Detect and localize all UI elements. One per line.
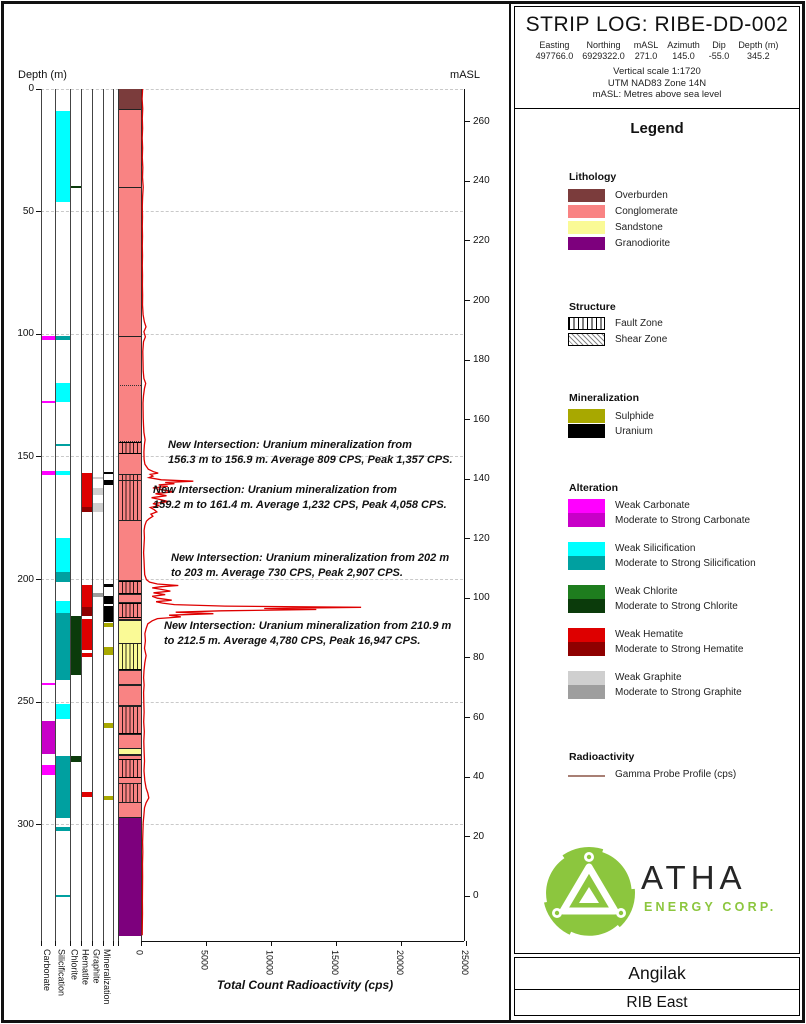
- metadata-value: 345.2: [747, 51, 770, 61]
- silicification-interval: [56, 336, 70, 340]
- fault-zone-swatch: [568, 317, 605, 330]
- masl-tick-label: 180: [473, 354, 490, 366]
- cps-tick-label: 20000: [394, 950, 405, 976]
- alteration-strong-label: Moderate to Strong Graphite: [615, 687, 742, 698]
- column-label-silicification: Silicification: [56, 949, 67, 997]
- sandstone-swatch: [568, 221, 605, 234]
- cps-tick: [336, 941, 337, 946]
- silicification-interval: [56, 572, 70, 582]
- alteration-strong-swatch: [568, 513, 605, 527]
- fault-zone: [118, 581, 141, 594]
- alteration-strong-label: Moderate to Strong Hematite: [615, 644, 744, 655]
- alteration-weak-swatch: [568, 499, 605, 513]
- lithology-boundary: [118, 520, 141, 521]
- masl-tick-label: 20: [473, 830, 485, 842]
- lithology-boundary: [118, 748, 141, 749]
- lithology-boundary: [118, 602, 141, 603]
- cps-tick-label: 10000: [264, 950, 275, 976]
- mineralization-interval-sulphide: [104, 623, 113, 627]
- depth-tick-label: 200: [17, 573, 34, 585]
- annotation-line: 156.3 m to 156.9 m. Average 809 CPS, Peak 1,357 CPS.: [168, 453, 453, 466]
- alteration-weak-label: Weak Graphite: [615, 672, 682, 683]
- masl-tick-label: 160: [473, 413, 490, 425]
- masl-tick-label: 240: [473, 175, 490, 187]
- fault-zone: [118, 474, 141, 521]
- gamma-line-label: Gamma Probe Profile (cps): [615, 769, 737, 780]
- lithology-frame-line: [118, 89, 119, 941]
- column-label-mineralization: Mineralization: [102, 949, 112, 1005]
- depth-tick-label: 250: [17, 696, 34, 708]
- lithology-boundary: [118, 619, 141, 620]
- overburden-swatch: [568, 189, 605, 202]
- fault-zone: [118, 442, 141, 454]
- lithology-boundary: [118, 580, 141, 581]
- masl-tick-label: 220: [473, 234, 490, 246]
- scale-notes: [515, 66, 799, 101]
- intersection-annotation-3: [171, 551, 493, 580]
- alteration-weak-swatch: [568, 585, 605, 599]
- alteration-strong-label: Moderate to Strong Chlorite: [615, 601, 738, 612]
- alteration-strong-swatch: [568, 599, 605, 613]
- gamma-probe-curve: [140, 85, 470, 945]
- shear-zone-label: Shear Zone: [615, 334, 668, 345]
- metadata-value: 6929322.0: [582, 51, 625, 61]
- lithology-boundary: [118, 109, 141, 110]
- mineralization-interval-uranium: [104, 596, 113, 603]
- sulphide-label: Sulphide: [615, 411, 654, 422]
- graphite-interval: [93, 593, 103, 597]
- column-bottom-tick: [55, 941, 56, 946]
- legend-lithology-header: Lithology: [569, 171, 617, 183]
- granodiorite-swatch: [568, 237, 605, 250]
- column-label-hematite: Hematite: [80, 949, 91, 986]
- column-label-chlorite: Chlorite: [69, 949, 80, 981]
- legend-radioactivity-header: Radioactivity: [569, 751, 635, 763]
- mineralization-interval-uranium: [104, 606, 113, 622]
- intersection-annotation-1: [168, 438, 490, 467]
- depth-tick-label: 300: [17, 818, 34, 830]
- masl-tick-label: 260: [473, 115, 490, 127]
- mineralization-interval-uranium: [104, 584, 113, 587]
- alteration-weak-label: Weak Chlorite: [615, 586, 678, 597]
- mineralization-interval-uranium: [104, 480, 113, 485]
- metadata-value: 497766.0: [535, 51, 574, 61]
- metadata-label: mASL: [633, 40, 659, 50]
- silicification-interval: [56, 444, 70, 446]
- column-line: [113, 89, 114, 941]
- carbonate-interval: [42, 683, 55, 685]
- metadata-field: [634, 40, 659, 62]
- chlorite-interval: [71, 756, 81, 762]
- metadata-field: [536, 40, 574, 62]
- mineralization-interval-sulphide: [104, 796, 113, 800]
- uranium-swatch: [568, 424, 605, 438]
- fault-zone: [118, 706, 141, 734]
- cps-tick: [466, 941, 467, 946]
- column-line: [81, 89, 82, 941]
- annotation-line: New Intersection: Uranium mineralization from: [168, 439, 412, 451]
- graphite-interval: [93, 488, 103, 495]
- alteration-weak-label: Weak Carbonate: [615, 500, 690, 511]
- depth-tick-label: 150: [17, 450, 34, 462]
- note-datum: UTM NAD83 Zone 14N: [607, 77, 707, 89]
- masl-axis-title: mASL: [450, 69, 480, 81]
- sandstone-label: Sandstone: [615, 222, 663, 233]
- conglomerate-label: Conglomerate: [615, 206, 678, 217]
- alteration-strong-swatch: [568, 685, 605, 699]
- column-line: [41, 89, 42, 941]
- alteration-strong-label: Moderate to Strong Carbonate: [615, 515, 751, 526]
- lithology-boundary: [118, 670, 141, 671]
- column-bottom-tick: [92, 941, 93, 946]
- annotation-line: to 212.5 m. Average 4,780 CPS, Peak 16,947 CPS.: [164, 634, 421, 647]
- hematite-interval: [82, 792, 92, 797]
- column-bottom-tick: [103, 941, 104, 946]
- fault-zone: [118, 603, 141, 618]
- metadata-field: [667, 40, 700, 62]
- alteration-strong-label: Moderate to Strong Silicification: [615, 558, 756, 569]
- carbonate-interval: [42, 721, 55, 753]
- lithology-boundary: [118, 187, 141, 188]
- column-line: [92, 89, 93, 941]
- alteration-strong-swatch: [568, 556, 605, 570]
- chlorite-interval: [71, 186, 81, 188]
- logo-subtitle: ENERGY CORP.: [644, 900, 777, 914]
- hole-metadata: [515, 40, 799, 62]
- silicification-interval: [56, 538, 70, 572]
- lithology-boundary: [118, 802, 141, 803]
- metadata-value: 271.0: [634, 51, 658, 61]
- lithology-boundary: [118, 705, 141, 706]
- silicification-interval: [56, 383, 70, 402]
- silicification-interval: [56, 827, 70, 831]
- alteration-weak-label: Weak Hematite: [615, 629, 684, 640]
- uranium-label: Uranium: [615, 426, 653, 437]
- sulphide-swatch: [568, 409, 605, 423]
- carbonate-interval: [42, 336, 55, 340]
- cps-tick: [206, 941, 207, 946]
- depth-axis-title: Depth (m): [18, 69, 67, 81]
- legend-structure-header: Structure: [569, 301, 616, 313]
- hematite-interval: [82, 653, 92, 657]
- lithology-overburden: [118, 89, 141, 110]
- metadata-label: Northing: [586, 40, 621, 50]
- shear-zone-swatch: [568, 333, 605, 346]
- column-line: [70, 89, 71, 941]
- project-box: [514, 957, 800, 1016]
- masl-tick-label: 140: [473, 473, 490, 485]
- mineralization-interval-uranium: [104, 472, 113, 474]
- masl-tick-label: 40: [473, 771, 485, 783]
- project-area: RIB East: [626, 994, 688, 1011]
- lithology-boundary-dotted: [118, 441, 141, 442]
- column-bottom-tick: [118, 941, 119, 946]
- silicification-interval: [56, 756, 70, 818]
- cps-tick: [271, 941, 272, 946]
- mineralization-interval-sulphide: [104, 647, 113, 655]
- legend-title: Legend: [630, 120, 684, 137]
- legend-mineralization-header: Mineralization: [569, 392, 640, 404]
- metadata-value: 145.0: [672, 51, 695, 61]
- lithology-boundary: [118, 734, 141, 735]
- annotation-line: New Intersection: Uranium mineralization from 202 m: [171, 552, 450, 564]
- column-bottom-tick: [81, 941, 82, 946]
- silicification-interval: [56, 704, 70, 719]
- carbonate-interval: [42, 471, 55, 474]
- fault-zone-label: Fault Zone: [615, 318, 663, 329]
- intersection-annotation-2: [153, 483, 475, 512]
- lithology-boundary: [118, 474, 141, 475]
- metadata-field: [709, 40, 730, 62]
- page-title: STRIP LOG: RIBE-DD-002: [525, 13, 789, 36]
- metadata-label: Easting: [539, 40, 570, 50]
- masl-tick-label: 0: [473, 890, 479, 902]
- graphite-interval: [93, 503, 103, 512]
- silicification-interval: [56, 895, 70, 897]
- metadata-field: [582, 40, 625, 62]
- intersection-annotation-4: [164, 619, 486, 648]
- alteration-weak-swatch: [568, 542, 605, 556]
- project-name: Angilak: [515, 958, 799, 990]
- cps-tick: [401, 941, 402, 946]
- column-label-carbonate: Carbonate: [42, 949, 52, 992]
- masl-tick-label: 100: [473, 592, 490, 604]
- lithology-boundary: [118, 754, 141, 755]
- cps-tick: [141, 941, 142, 946]
- cps-axis-line: [141, 941, 465, 942]
- annotation-line: 159.2 m to 161.4 m. Average 1,232 CPS, Peak 4,058 CPS.: [153, 498, 447, 511]
- mineralization-interval-sulphide: [104, 723, 113, 728]
- chlorite-interval: [71, 616, 81, 675]
- legend-alteration-header: Alteration: [569, 482, 619, 494]
- alteration-strong-swatch: [568, 642, 605, 656]
- hematite-interval: [82, 607, 92, 616]
- silicification-interval: [56, 111, 70, 202]
- hematite-interval: [82, 473, 92, 507]
- metadata-label: Dip: [712, 40, 726, 50]
- carbonate-interval: [42, 401, 55, 403]
- alteration-weak-swatch: [568, 671, 605, 685]
- column-bottom-tick: [113, 941, 114, 946]
- cps-tick-label: 0: [134, 950, 145, 956]
- masl-tick-label: 60: [473, 711, 485, 723]
- panel-divider: [509, 4, 511, 1020]
- lithology-granodiorite: [118, 818, 141, 936]
- silicification-interval: [56, 601, 70, 613]
- annotation-line: New Intersection: Uranium mineralization from 210.9 m: [164, 620, 452, 632]
- annotation-line: New Intersection: Uranium mineralization from: [153, 484, 397, 496]
- info-panel: [514, 6, 800, 954]
- granodiorite-label: Granodiorite: [615, 238, 671, 249]
- lithology-boundary: [118, 480, 141, 481]
- conglomerate-swatch: [568, 205, 605, 218]
- hematite-interval: [82, 619, 92, 650]
- graphite-interval: [93, 477, 103, 479]
- carbonate-interval: [42, 765, 55, 776]
- lithology-boundary: [118, 684, 141, 685]
- masl-tick-label: 120: [473, 532, 490, 544]
- metadata-label: Depth (m): [738, 40, 779, 50]
- title-divider: [515, 108, 799, 109]
- alteration-weak-swatch: [568, 628, 605, 642]
- gamma-line-swatch: [568, 775, 605, 777]
- metadata-value: -55.0: [708, 51, 730, 61]
- lithology-boundary: [118, 783, 141, 784]
- depth-tick-label: 50: [22, 205, 34, 217]
- column-line: [103, 89, 104, 941]
- fault-zone: [118, 759, 141, 779]
- note-masl: mASL: Metres above sea level: [592, 89, 722, 100]
- masl-tick-label: 80: [473, 651, 485, 663]
- lithology-boundary: [118, 594, 141, 595]
- column-label-graphite: Graphite: [91, 949, 102, 984]
- depth-tick-label: 0: [28, 83, 34, 94]
- cps-tick-label: 15000: [329, 950, 340, 976]
- masl-tick-label: 200: [473, 294, 490, 306]
- lithology-boundary: [118, 643, 141, 644]
- lithology-boundary: [118, 817, 141, 818]
- silicification-interval: [56, 471, 70, 475]
- alteration-weak-label: Weak Silicification: [615, 543, 696, 554]
- depth-tick-label: 100: [17, 328, 34, 340]
- fault-zone: [118, 643, 141, 670]
- hematite-interval: [82, 507, 92, 512]
- logo-wordmark: ATHA: [641, 859, 747, 896]
- lithology-boundary: [118, 336, 141, 337]
- metadata-field: [738, 40, 778, 62]
- cps-axis-title: Total Count Radioactivity (cps): [216, 978, 394, 992]
- hematite-interval: [82, 585, 92, 608]
- cps-tick-label: 25000: [460, 950, 470, 976]
- lithology-boundary-dotted: [118, 385, 141, 386]
- metadata-label: Azimuth: [667, 40, 700, 50]
- column-bottom-tick: [41, 941, 42, 946]
- cps-tick-label: 5000: [199, 950, 210, 971]
- note-scale: Vertical scale 1:1720: [613, 66, 701, 77]
- column-bottom-tick: [70, 941, 71, 946]
- atha-logo-icon: [539, 843, 639, 943]
- annotation-line: to 203 m. Average 730 CPS, Peak 2,907 CPS.: [171, 566, 403, 579]
- silicification-interval: [56, 613, 70, 680]
- overburden-label: Overburden: [615, 190, 668, 201]
- fault-zone: [118, 783, 141, 803]
